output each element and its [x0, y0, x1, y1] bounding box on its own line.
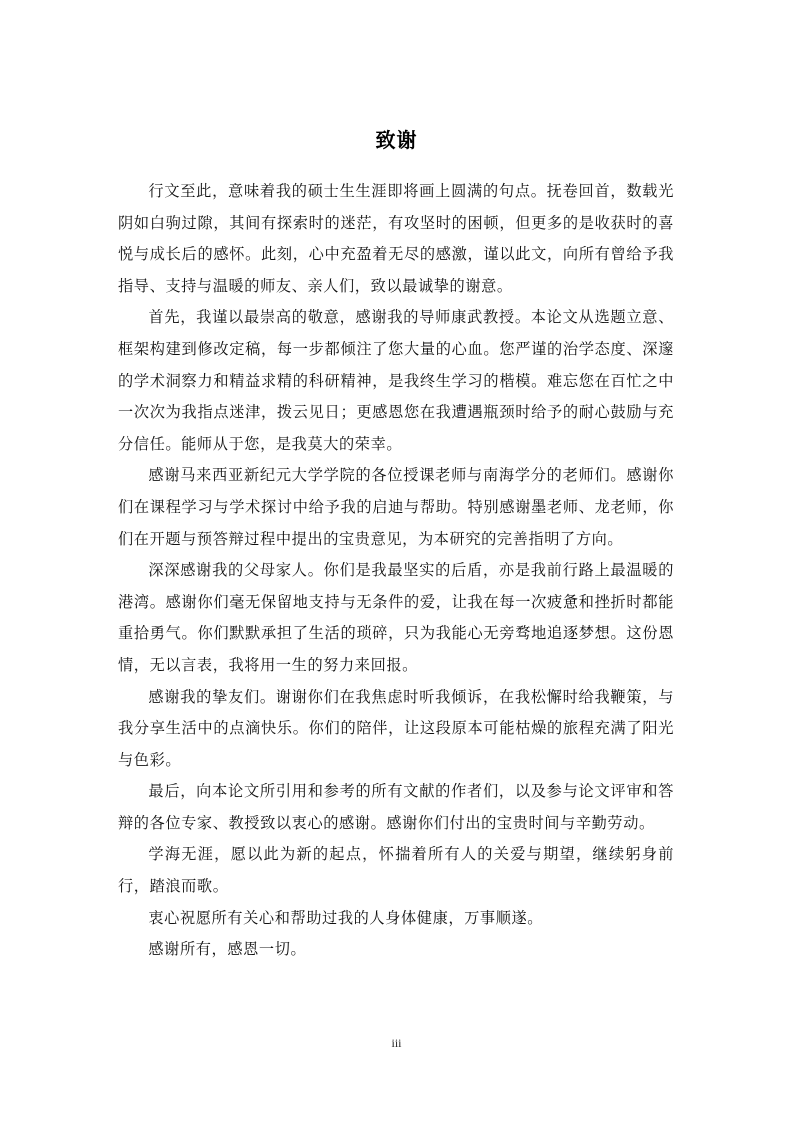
acknowledgement-body [118, 176, 674, 966]
paragraph-intro: 行文至此，意味着我的硕士生生涯即将画上圆满的句点。抚卷回首，数载光阴如白驹过隙，其间有探索时的迷茫，有攻坚时的困顿，但更多的是收获时的喜悦与成长后的感怀。此刻，心中充盈着无尽的感激，谨以此文，向所有曾给予我指导、支持与温暖的师友、亲人们，致以最诚挚的谢意。 [118, 182, 674, 295]
page-title: 致谢 [375, 128, 418, 152]
paragraph-authors-reviewers: 最后，向本论文所引用和参考的所有文献的作者们，以及参与论文评审和答辩的各位专家、教授致以衷心的感谢。感谢你们付出的宝贵时间与辛勤劳动。 [118, 782, 674, 832]
paragraph-advisor: 首先，我谨以最崇高的敬意，感谢我的导师康武教授。本论文从选题立意、框架构建到修改定稿，每一步都倾注了您大量的心血。您严谨的治学态度、深邃的学术洞察力和精益求精的科研精神，是我终生学习的楷模。难忘您在百忙之中一次次为我指点迷津，拨云见日；更感恩您在我遭遇瓶颈时给予的耐心鼓励与充分信任。能师从于您，是我莫大的荣幸。 [118, 308, 674, 453]
paragraph-teachers: 感谢马来西亚新纪元大学学院的各位授课老师与南海学分的老师们。感谢你们在课程学习与学术探讨中给予我的启迪与帮助。特别感谢墨老师、龙老师，你们在开题与预答辩过程中提出的宝贵意见，为本研究的完善指明了方向。 [118, 466, 674, 548]
paragraph-future: 学海无涯，愿以此为新的起点，怀揣着所有人的关爱与期望，继续躬身前行，踏浪而歌。 [118, 845, 674, 896]
paragraph-closing: 感谢所有，感恩一切。 [148, 940, 307, 959]
paragraph-friends: 感谢我的挚友们。谢谢你们在我焦虑时听我倾诉，在我松懈时给我鞭策，与我分享生活中的点滴快乐。你们的陪伴，让这段原本可能枯燥的旅程充满了阳光与色彩。 [118, 687, 674, 769]
paragraph-family: 深深感谢我的父母家人。你们是我最坚实的后盾，亦是我前行路上最温暖的港湾。感谢你们毫无保留地支持与无条件的爱，让我在每一次疲惫和挫折时都能重拾勇气。你们默默承担了生活的琐碎，只为我能心无旁骛地追逐梦想。这份恩情，无以言表，我将用一生的努力来回报。 [118, 561, 674, 674]
page-number: iii [391, 1036, 402, 1050]
paragraph-wishes: 衷心祝愿所有关心和帮助过我的人身体健康，万事顺遂。 [148, 908, 544, 927]
